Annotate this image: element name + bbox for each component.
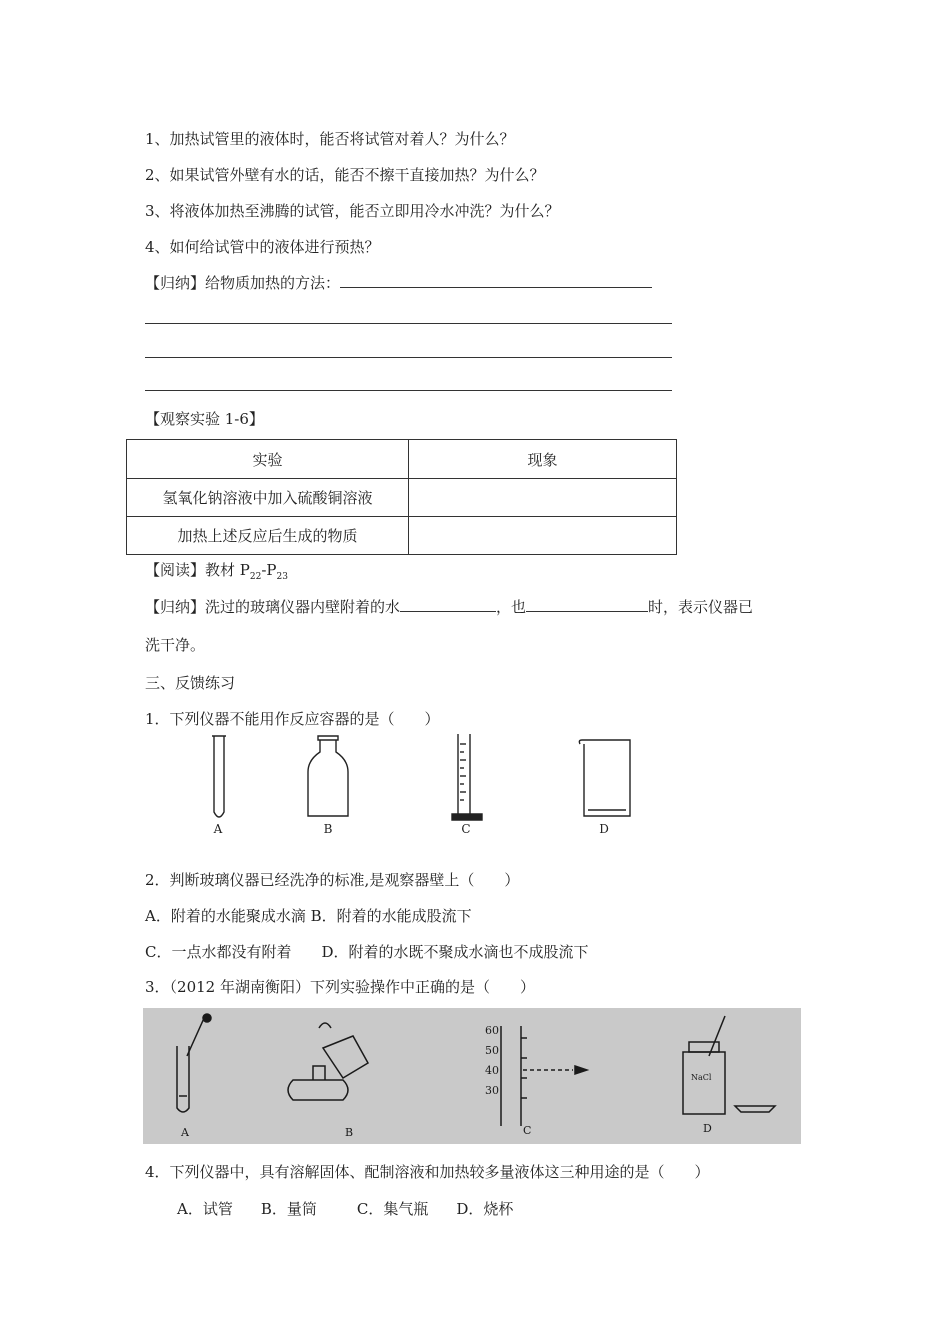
- section-title: 三、反馈练习: [145, 674, 236, 692]
- table-header: 实验: [127, 440, 409, 479]
- test-tube-icon: [212, 736, 226, 817]
- table-header: 现象: [409, 440, 677, 479]
- experiment-table: [126, 439, 677, 555]
- summary-clean: 【归纳】洗过的玻璃仪器内壁附着的水 ，也 时，表示仪器已: [145, 598, 754, 616]
- option-label: B: [323, 822, 333, 836]
- q3-operations-photo: [143, 1008, 801, 1144]
- exercise-2-option-cd: C．一点水都没有附着 D．附着的水既不聚成水滴也不成股流下: [145, 943, 589, 961]
- summary-heating: [145, 272, 652, 293]
- dissolving-bottle-icon: [683, 1016, 775, 1114]
- exercise-4: 4．下列仪器中，具有溶解固体、配制溶液和加热较多量液体这三种用途的是（ ）: [145, 1163, 710, 1181]
- cylinder-reading-icon: [501, 1026, 587, 1126]
- option-label: C: [523, 1124, 532, 1137]
- scale-label: 60: [485, 1024, 499, 1037]
- option-label: C: [461, 822, 471, 836]
- exercise-3: 3．（2012 年湖南衡阳）下列实验操作中正确的是（ ）: [145, 978, 535, 996]
- scale-label: 30: [485, 1084, 499, 1097]
- question-3: 3、将液体加热至沸腾的试管，能否立即用冷水冲洗？为什么？: [145, 202, 560, 220]
- question-2: 2、如果试管外壁有水的话，能否不擦干直接加热？为什么？: [145, 166, 545, 184]
- answer-line[interactable]: [145, 357, 672, 358]
- option-label: A: [181, 1126, 189, 1139]
- summary-clean-line2: 洗干净。: [145, 636, 206, 654]
- option-b: B．量筒: [260, 1200, 317, 1218]
- exercise-2: 2．判断玻璃仪器已经洗净的标准,是观察器壁上（ ）: [145, 871, 520, 889]
- answer-line[interactable]: [145, 390, 672, 391]
- reading: 【阅读】教材 $P_{22}-P_{23}$: [145, 561, 288, 582]
- option-c: C．集气瓶: [356, 1200, 429, 1218]
- bottle-label: NaCl: [691, 1073, 712, 1082]
- exercise-2-option-ab: A．附着的水能聚成水滴 B．附着的水能成股流下: [145, 907, 472, 925]
- table-cell-answer[interactable]: [409, 479, 677, 517]
- q3-operations-drawing: [143, 1008, 801, 1144]
- scale-label: 40: [485, 1064, 499, 1077]
- option-a: A．试管: [177, 1200, 233, 1218]
- observe-label: 【观察实验 1-6】: [145, 410, 264, 428]
- question-4: 4、如何给试管中的液体进行预热？: [145, 238, 380, 256]
- option-label: D: [599, 822, 609, 836]
- summary-heating-label: 【归纳】给物质加热的方法：: [145, 274, 341, 292]
- alcohol-lamp-icon: [288, 1023, 368, 1100]
- exercise-4-options: [177, 1198, 513, 1219]
- option-label: A: [213, 822, 223, 836]
- answer-line[interactable]: [145, 323, 672, 324]
- q1-instruments-figure: [190, 730, 660, 842]
- table-cell-answer[interactable]: [409, 517, 677, 555]
- answer-blank[interactable]: [526, 597, 648, 612]
- measuring-cylinder-icon: [452, 734, 482, 820]
- beaker-icon: [579, 740, 630, 816]
- answer-blank[interactable]: [400, 597, 496, 612]
- option-label: D: [703, 1122, 712, 1135]
- dropper-into-tube-icon: [177, 1014, 211, 1112]
- option-label: B: [345, 1126, 354, 1139]
- answer-blank[interactable]: [340, 273, 652, 288]
- table-cell: 加热上述反应后生成的物质: [127, 517, 409, 555]
- bottle-icon: [308, 736, 348, 816]
- question-1: 1、加热试管里的液体时，能否将试管对着人？为什么？: [145, 130, 515, 148]
- exercise-1: 1．下列仪器不能用作反应容器的是（ ）: [145, 710, 440, 728]
- table-cell: 氢氧化钠溶液中加入硫酸铜溶液: [127, 479, 409, 517]
- option-d: D．烧杯: [456, 1200, 514, 1218]
- scale-label: 50: [485, 1044, 499, 1057]
